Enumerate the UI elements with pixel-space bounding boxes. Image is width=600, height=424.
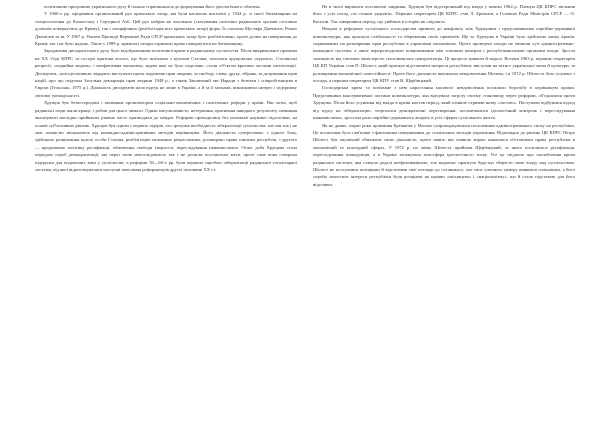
paragraph: Не в змозі вирішити поставлені завдання, Хрущов був відсторонений від влади у жовтні 1964 р. Пленум ЦК КПРС звільнив його з усіх посад «за станом здоров'я». Першим секретарем ЦК КПРС став Л. Брежнєв, а Головою Ради Міністрів СРСР — О. Косигін. Так завершився період, що увійшов в історію як «відлига». xyxy=(313,4,575,24)
paragraph: Зародження дисидентського руху було відображенням політичної кризи в радянському суспільстві. Після викривальної промови на XX з'їзді КПРС та гострої критики всього, що було пов'язано з культом Сталіна, почалася хрущовська «відлига». Сталінські репресії, «подвійна мораль» і неефективна економіка, вадам якої не було подолано, стали об'єктом критики частини інтелігенції. Дисиденти, «шістдесятники» відкрито виступали проти порушень прав людини, за свободу слова, друку, зібрань, за дотримання прав націй, про що свідчила Загальна декларація прав людини 1948 р., а також Заключний акт Наради з безпеки і співробітництва в Європі (Гельсінкі, 1975 р.). Діяльність дисидентів мала відгук не лише в Україні, а й за її межами, викликаючи інтерес і підтримку світової громадськості. xyxy=(35,48,297,98)
paragraph: Хрущов був безпосереднім і активним організатором соціально-економічних і політичних реформ у країні. Він хотів, щоб радянські люди жили краще, і робив для цього чимало. Однак імпульсивність, нетерпіння, прагнення швидкого результату, невміння аналізувати наслідки прийнятих рішень часто призводили до невдач. Реформи проводилися без належної наукової підготовки, на основі суб'єктивних рішень. Хрущов був одним з перших лідерів, хто зрозумів необхідність лібералізації суспільства, але він так і не зміг повністю звільнитися від командно-адміністративних методів керівництва. Його діяльність суперечлива: з одного боку, здійснено розвінчання культу особи Сталіна, реабілітацію незаконно репресованих, розширено права союзних республік, з другого — продовжено політику русифікації, обмеження свободи творчості, переслідування інакомислячих. Отже, доба Хрущова стала періодом спроб демократизації, які через свою непослідовність так і не досягли поставленої мети, проте саме вона створила підґрунтя для подальших змін у суспільстві, а реформи 50—60-х рр. були першою спробою лібералізації радянської тоталітарної системи, від якої відштовхувалися наступні покоління реформаторів другої половини XX ст. xyxy=(35,100,297,172)
paragraph: Невдачі в реформах суспільного господарства привели до конфлікту між Хрущовим і представниками партійно-державної номенклатури, яка прагнула стабільності та збереження своїх привілеїв. Ще за Хрущова в Україні було здійснено низку кроків, спрямованих на розширення прав республіки в управлінні економікою. Проте проведені заходи не змінили суті адміністративно-командної системи, а лише перерозподілили повноваження між союзним центром і республіканськими органами влади. Зросла залежність від союзних міністерств, посилювалась централізація. Ці процеси тривали й надалі. Восени 1963 р. першим секретарем ЦК КП України став П. Шелест, який прагнув відстоювати інтереси республіки, виступав на захист української мови й культури, за розширення економічної самостійності. Проте його діяльність викликала невдоволення Москви, і в 1972 р. Шелеста було усунено з посади, а першим секретарем ЦК КПУ став В. Щербицький. xyxy=(313,26,575,84)
text-column-left xyxy=(35,3,297,173)
text-column-right xyxy=(313,3,575,188)
paragraph: Як не дивно, перші роки правління Брежнєва у Москві супроводжувалися посиленням адміністративного тиску на республіки. Це посилення було пов'язане з фактичним поверненням до сталінських методів управління. Відповідно до рішень ЦК КПРС Петро Шелест був змушений обмежити свою діяльність, проте навіть він певною мірою намагався обстоювати права республіки в економічній та культурній сферах. У 1972 р. на зміну Шелесту прийшов Щербицький, за якого посилилася русифікація, переслідування інакодумців, а в Україні запанувала атмосфера ідеологічного тиску. Усе це свідчило про поглиблення кризи радянської системи, яка ставала дедалі неефективнішою, але водночас прагнула будь-що зберегти свою владу над суспільством. Шелест не поступився позиціями й відстоював свої погляди до останнього, але тиск союзного центру виявився сильнішим, а його спроби захистити інтереси республіки були розцінені як прояви «місництва» і «націоналізму», що й стало підставою для його відставки. xyxy=(313,122,575,187)
paragraph: політичною програмою українського руху й сильно спричинилася до формування його ідеологічного обличчя. xyxy=(44,4,261,9)
paragraph: У 1960-х рр. оформився організований рух кримських татар, які були насильно виселені у 1944 р. зі своєї батьківщини на спецпоселення до Казахстану і Середньої Азії. Цей рух набрав як загальних (скасування політики радянських органів стосовно дозволів повернутися до Криму), так і специфічних (реабілітація всіх кримських татар) форм. Їх очолили Мустафа Джемілєв, Решат Джемілєв та ін. У 1967 р. Указом Президії Верховної Ради СРСР кримських татар було реабілітовано, проте дозвіл на повернення до Криму так і не було надано. Лише у 1989 р. кримські татари отримали право повернутися на батьківщину. xyxy=(35,11,297,47)
paragraph: Господарська криза та пов'язане з нею наростання масового невдоволення посилили боротьбу в керівництві країни. Представники консервативної частини номенклатури, яка відчувала загрозу своєму становищу через реформи, об'єдналися проти Хрущова. Після його усунення від влади в країні настав період, який пізніше отримав назву «застою». Поступово відбувався відхід від курсу на лібералізацію, згорталися демократичні перетворення, посилювалися ідеологічний контроль і переслідування інакомислячих, зростала роль партійно-державного апарату в усіх сферах суспільного життя. xyxy=(313,85,575,121)
